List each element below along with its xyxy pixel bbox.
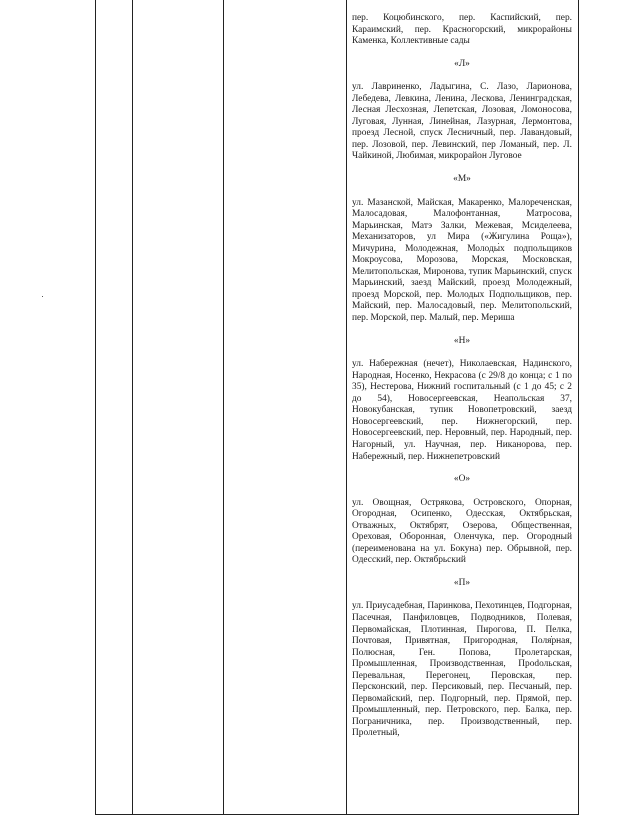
section-k-continuation: пер. Коцюбинского, пер. Каспийский, пер. Караимский, пер. Красногорский, микрорайоны Каменка, Коллективные сады: [352, 13, 572, 47]
letter-heading-m: «М»: [453, 174, 471, 185]
table-left-border: [95, 0, 96, 815]
column-divider-3: [346, 0, 347, 815]
table-bottom-border: [95, 814, 579, 815]
letter-heading-l: «Л»: [454, 58, 470, 69]
scan-speck: [42, 296, 43, 297]
section-l-text: ул. Лавриненко, Ладыгина, С. Лазо, Ларионова, Лебедева, Левкина, Ленина, Лескова, Ленинградская, Лесная Лесхозная, Лепетская, Лозовая, Ломоносова, Луговая, Лунная, Линейная, Лазурная, Лермонтова, проезд Лесной, спуск Лесничный, пер. Лавандовый, пер. Лозовой, пер. Левинский, пер Ломаный, пер. Л. Чайкиной, Любимая, микрорайон Луговое: [352, 82, 572, 162]
column-divider-2: [223, 0, 224, 815]
section-o-text: ул. Овощная, Острякова, Островского, Опорная, Огородная, Осипенко, Одесская, Октябрьская, Отважных, Октябрят, Озерова, Общественная, Ореховая, Оборонная, Оленчука, пер. Огородный (переименована на ул. Бокуна) пер. Обрывной, пер. Одесский, пер. Октябрьский: [352, 497, 572, 566]
section-m-text: ул. Мазанской, Майская, Макаренко, Малореченская, Малосадовая, Малофонтанная, Матросова, Марьинская, Матэ Залки, Межевая, Мсиделеева, Механизаторов, ул Мира («Жигулина Роща»), Мичурина, Молодежная, Молодых подпольщиков Мокроусова, Морозова, Морская, Московская, Мелитопольская, Миронова, тупик Марьинский, спуск Марьинский, заезд Майский, проезд Молодежный, проезд Морской, пер. Молодых Подпольщиков, пер. Майский, пер. Малосадовый, пер. Мелитопольский, пер. Морской, пер. Малый, пер. Мериша: [352, 197, 572, 324]
letter-heading-n: «Н»: [453, 335, 471, 346]
column-divider-1: [132, 0, 133, 815]
section-p-text: ул. Приусадебная, Паринкова, Пехотинцев, Подгорная, Пасечная, Панфиловцев, Подводников, Полевая, Первомайская, Плотинная, Пирогова, П. Пелка, Почтовая, Привятная, Пригородная, Полярная, Полюсная, Ген. Попова, Пролетарская, Промышленная, Производственная, Прodольская, Перевальная, Перегонец, Перовская, пер. Персконский, пер. Персиковый, пер. Песчаный, пер. Первомайский, пер. Подгорный, пер. Прямой, пер. Промышленный, пер. Петровского, пер. Балка, пер. Пограничника, пер. Производственный, пер. Пролетный,: [352, 601, 572, 739]
letter-heading-o: «О»: [453, 474, 471, 485]
table-right-border: [578, 0, 579, 815]
street-list-cell: [352, 13, 572, 740]
section-n-text: ул. Набережная (нечет), Николаевская, Надинского, Народная, Носенко, Некрасова (с 29/8 до конца; с 1 по 35), Нестерова, Нижний госпитальный (с 1 до 45; с 2 до 54), Новосергеевская, Неапольская 37, Новокубанская, тупик Новопетровский, заезд Новосергеевский, пер. Нижнегорский, пер. Новосергеевский, пер. Неровный, пер. Народный, пер. Нагорный, ул. Научная, пер. Никанорова, пер. Набережный, пер. Нижнепетровский: [352, 359, 572, 462]
letter-heading-p: «П»: [453, 577, 471, 588]
